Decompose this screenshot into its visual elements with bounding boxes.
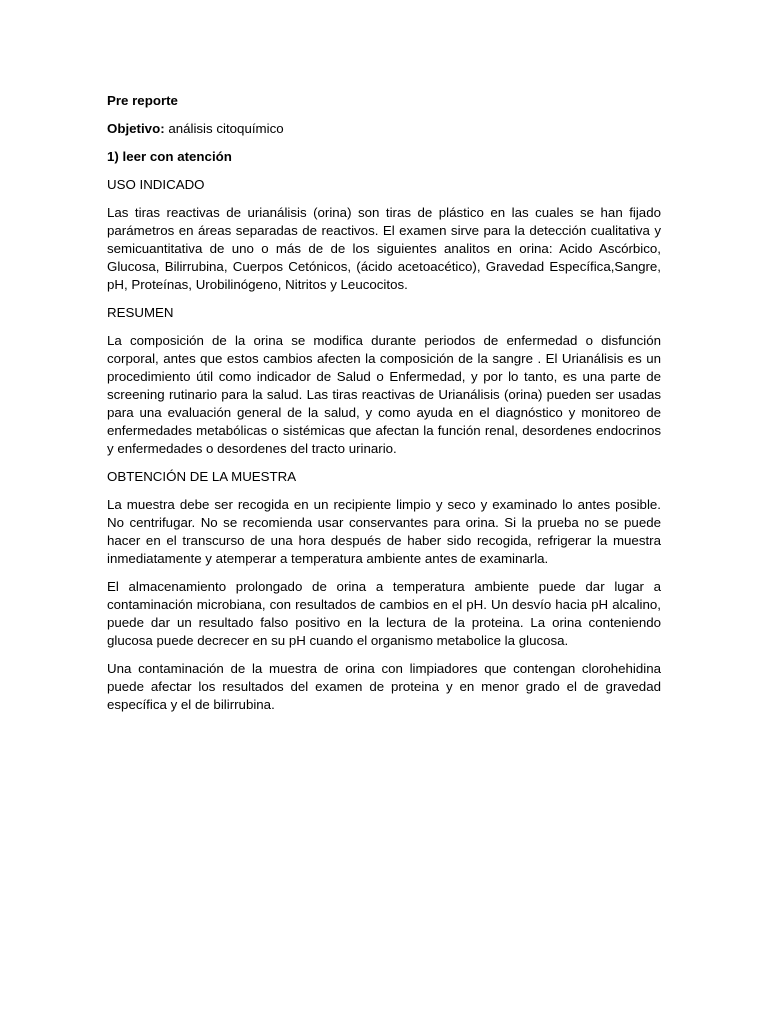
objective-value: análisis citoquímico — [164, 121, 284, 136]
paragraph-obtencion-2: El almacenamiento prolongado de orina a temperatura ambiente puede dar lugar a contaminación microbiana, con resultados de cambios en el pH. Un desvío hacia pH alcalino, puede dar un resultado falso positivo en la lectura de la proteina. La orina conteniendo glucosa puede decrecer en su pH cuando el organismo metabolice la glucosa. — [107, 579, 661, 648]
objective-label: Objetivo: — [107, 121, 165, 136]
paragraph-resumen: La composición de la orina se modifica durante periodos de enfermedad o disfunción corporal, antes que estos cambios afecten la composición de la sangre . El Urianálisis es un procedimiento útil como indicador de Salud o Enfermedad, y por lo tanto, es una parte de screening rutinario para la salud. Las tiras reactivas de Urianálisis (orina) pueden ser usadas para una evaluación general de la salud, y como ayuda en el diagnóstico y monitoreo de enfermedades metabólicas o sistémicas que afectan la función renal, desordenes endocrinos y enfermedades o desordenes del tracto urinario. — [107, 333, 661, 456]
section-title-uso-indicado: USO INDICADO — [107, 177, 205, 192]
document-title: Pre reporte — [107, 93, 178, 108]
section-title-resumen: RESUMEN — [107, 305, 174, 320]
document-page — [107, 92, 661, 724]
paragraph-obtencion-3: Una contaminación de la muestra de orina con limpiadores que contengan clorohehidina puede afectar los resultados del examen de proteina y en menor grado el de gravedad específica y el de bilirrubina. — [107, 661, 661, 712]
paragraph-obtencion-1: La muestra debe ser recogida en un recipiente limpio y seco y examinado lo antes posible. No centrifugar. No se recomienda usar conservantes para orina. Si la prueba no se puede hacer en el transcurso de una hora después de haber sido recogida, refrigerar la muestra inmediatamente y atemperar a temperatura ambiente antes de examinarla. — [107, 497, 661, 566]
step-heading: 1) leer con atención — [107, 149, 232, 164]
section-title-obtencion: OBTENCIÓN DE LA MUESTRA — [107, 469, 297, 484]
objective-line — [107, 120, 661, 138]
paragraph-uso-indicado: Las tiras reactivas de urianálisis (orina) son tiras de plástico en las cuales se han fijado parámetros en áreas separadas de reactivos. El examen sirve para la detección cualitativa y semicuantitativa de uno o más de de los siguientes analitos en orina: Acido Ascórbico, Glucosa, Bilirrubina, Cuerpos Cetónicos, (ácido acetoacético), Gravedad Específica,Sangre, pH, Proteínas, Urobilinógeno, Nitritos y Leucocitos. — [107, 205, 661, 292]
